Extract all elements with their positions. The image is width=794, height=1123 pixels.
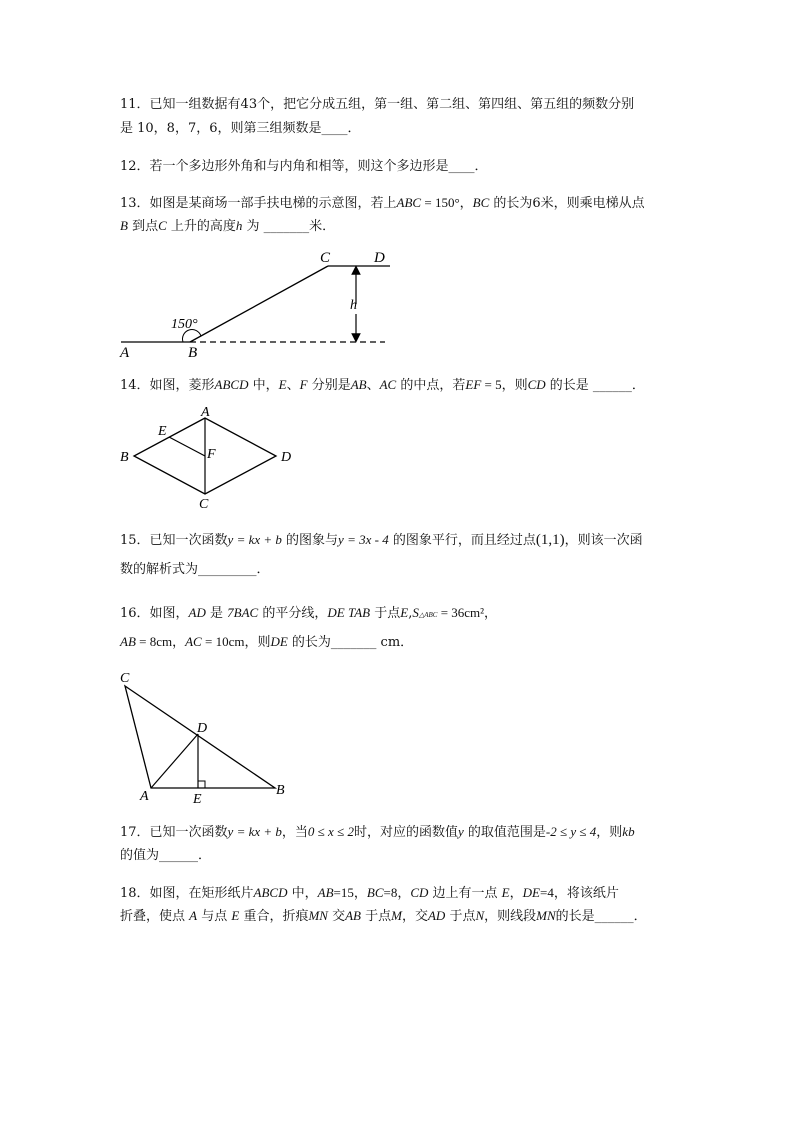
math: kb <box>622 824 635 839</box>
math: ABC <box>396 195 422 210</box>
math: DE <box>522 885 540 900</box>
q12-line-1: 12．若一个多边形外角和与内角和相等，则这个多边形是____． <box>120 159 488 174</box>
math: ABCD <box>214 377 249 392</box>
math: E <box>400 605 409 620</box>
text: 到点 <box>127 219 159 234</box>
text: ， <box>509 886 523 901</box>
label-F: F <box>207 447 216 462</box>
math: 7BAC <box>227 605 259 620</box>
text: 18．如图，在矩形纸片 <box>120 886 254 901</box>
bisector-AD <box>151 734 198 788</box>
math: N <box>475 908 485 923</box>
math: AB <box>317 885 334 900</box>
text: 中， <box>248 378 279 393</box>
label-B: B <box>188 345 198 361</box>
label-angle: 150° <box>171 317 198 332</box>
text: 于点 <box>370 606 401 621</box>
text: =8， <box>383 885 411 900</box>
math: E <box>231 908 240 923</box>
math: A <box>189 908 198 923</box>
q11-line-1: 11．已知一组数据有43个，把它分成五组，第一组、第二组、第四组、第五组的频数分别 <box>120 97 635 112</box>
text: 为 _______米． <box>242 219 336 234</box>
text: 时，对应的函数值 <box>353 825 458 840</box>
math: y <box>457 824 464 839</box>
text: 、 <box>286 378 300 393</box>
text: 的长为_______ cm． <box>287 635 414 650</box>
math: AC <box>185 634 202 649</box>
math: MN <box>536 908 556 923</box>
math: ABCD <box>253 885 288 900</box>
label-B: B <box>276 783 285 798</box>
q17-line-2: 的值为______． <box>120 848 212 863</box>
q18-line-1 <box>120 885 619 902</box>
triangle-ABC <box>125 686 275 788</box>
label-B: B <box>120 450 129 465</box>
text: 14．如图，菱形 <box>120 378 215 393</box>
text: 13．如图是某商场一部手扶电梯的示意图，若上 <box>120 196 397 211</box>
math: E <box>278 377 287 392</box>
text: ，则 <box>596 825 623 840</box>
text: ，则该一次函 <box>564 533 643 548</box>
label-C: C <box>199 497 209 512</box>
text: 的长为6米，则乘电梯从点 <box>489 196 645 211</box>
text: 、 <box>366 378 380 393</box>
math: h <box>235 218 243 233</box>
text: = 150°， <box>421 195 473 210</box>
text: 17．已知一次函数 <box>120 825 228 840</box>
text: ，当 <box>281 825 308 840</box>
math: y = kx + b <box>227 532 282 547</box>
q15-line-2: 数的解析式为_________． <box>120 562 270 577</box>
math: 0 ≤ x ≤ 2 <box>307 824 354 839</box>
label-E: E <box>158 424 167 439</box>
math: E <box>501 885 510 900</box>
text: 分别是 <box>307 378 351 393</box>
text: 与点 <box>197 909 232 924</box>
math-subscript: △ABC <box>418 611 438 619</box>
math: M <box>391 908 402 923</box>
math: DE <box>270 634 288 649</box>
label-C: C <box>320 250 331 266</box>
math: C <box>158 218 167 233</box>
text: =15， <box>333 885 367 900</box>
math: AD <box>427 908 446 923</box>
math: y = 3x - 4 <box>338 532 389 547</box>
math: EF <box>465 377 482 392</box>
text: 交 <box>327 909 346 924</box>
text: = 10cm，则 <box>201 634 271 649</box>
text: , <box>408 606 413 621</box>
text: 的平分线， <box>258 606 328 621</box>
q11-line-2: 是 10，8，7，6，则第三组频数是____． <box>120 121 361 136</box>
text: ，交 <box>401 909 428 924</box>
q17-line-1 <box>120 824 635 841</box>
label-A: A <box>120 345 130 361</box>
right-angle-mark <box>198 781 205 788</box>
text: 的长是______． <box>555 909 647 924</box>
math: AB <box>345 908 361 923</box>
text: 16．如图， <box>120 606 189 621</box>
math: MN <box>308 908 328 923</box>
text: 边上有一点 <box>428 886 502 901</box>
text: 上升的高度 <box>166 219 236 234</box>
math: AB <box>120 634 136 649</box>
text: 折叠，使点 <box>120 909 190 924</box>
math: y = kx + b <box>227 824 282 839</box>
text: 的图象平行，而且经过点 <box>388 533 536 548</box>
math: CD <box>527 377 546 392</box>
label-D: D <box>281 450 292 465</box>
label-A: A <box>140 789 149 804</box>
text: 的图象与 <box>281 533 339 548</box>
text: 15．已知一次函数 <box>120 533 228 548</box>
math: F <box>299 377 308 392</box>
text: = 8cm， <box>135 634 186 649</box>
math: CD <box>410 885 429 900</box>
text: 的取值范围是 <box>463 825 546 840</box>
text: ，则线段 <box>484 909 537 924</box>
math: BC <box>366 885 384 900</box>
math: BC <box>472 195 490 210</box>
text: 于点 <box>445 909 476 924</box>
text: 的中点，若 <box>396 378 466 393</box>
text: = 5，则 <box>481 377 528 392</box>
math: S <box>412 605 419 620</box>
label-h: h <box>350 298 357 313</box>
text: 是 <box>205 606 228 621</box>
math: AB <box>350 377 367 392</box>
label-E: E <box>193 792 202 807</box>
text: =4，将该纸片 <box>539 885 619 900</box>
math: (1,1) <box>535 532 565 548</box>
label-D: D <box>374 250 385 266</box>
math: B <box>120 218 128 233</box>
text: 重合，折痕 <box>239 909 309 924</box>
text: = 36cm²， <box>437 605 498 620</box>
q18-line-2 <box>120 908 647 925</box>
math: AD <box>188 605 206 620</box>
label-D: D <box>197 721 208 736</box>
text: 的长是 ______． <box>545 378 645 393</box>
label-C: C <box>120 671 130 686</box>
label-A: A <box>201 405 210 420</box>
math: AC <box>379 377 397 392</box>
math: -2 ≤ y ≤ 4 <box>545 824 597 839</box>
text: 中， <box>287 886 318 901</box>
text: 于点 <box>360 909 392 924</box>
math: DE TAB <box>327 605 371 620</box>
